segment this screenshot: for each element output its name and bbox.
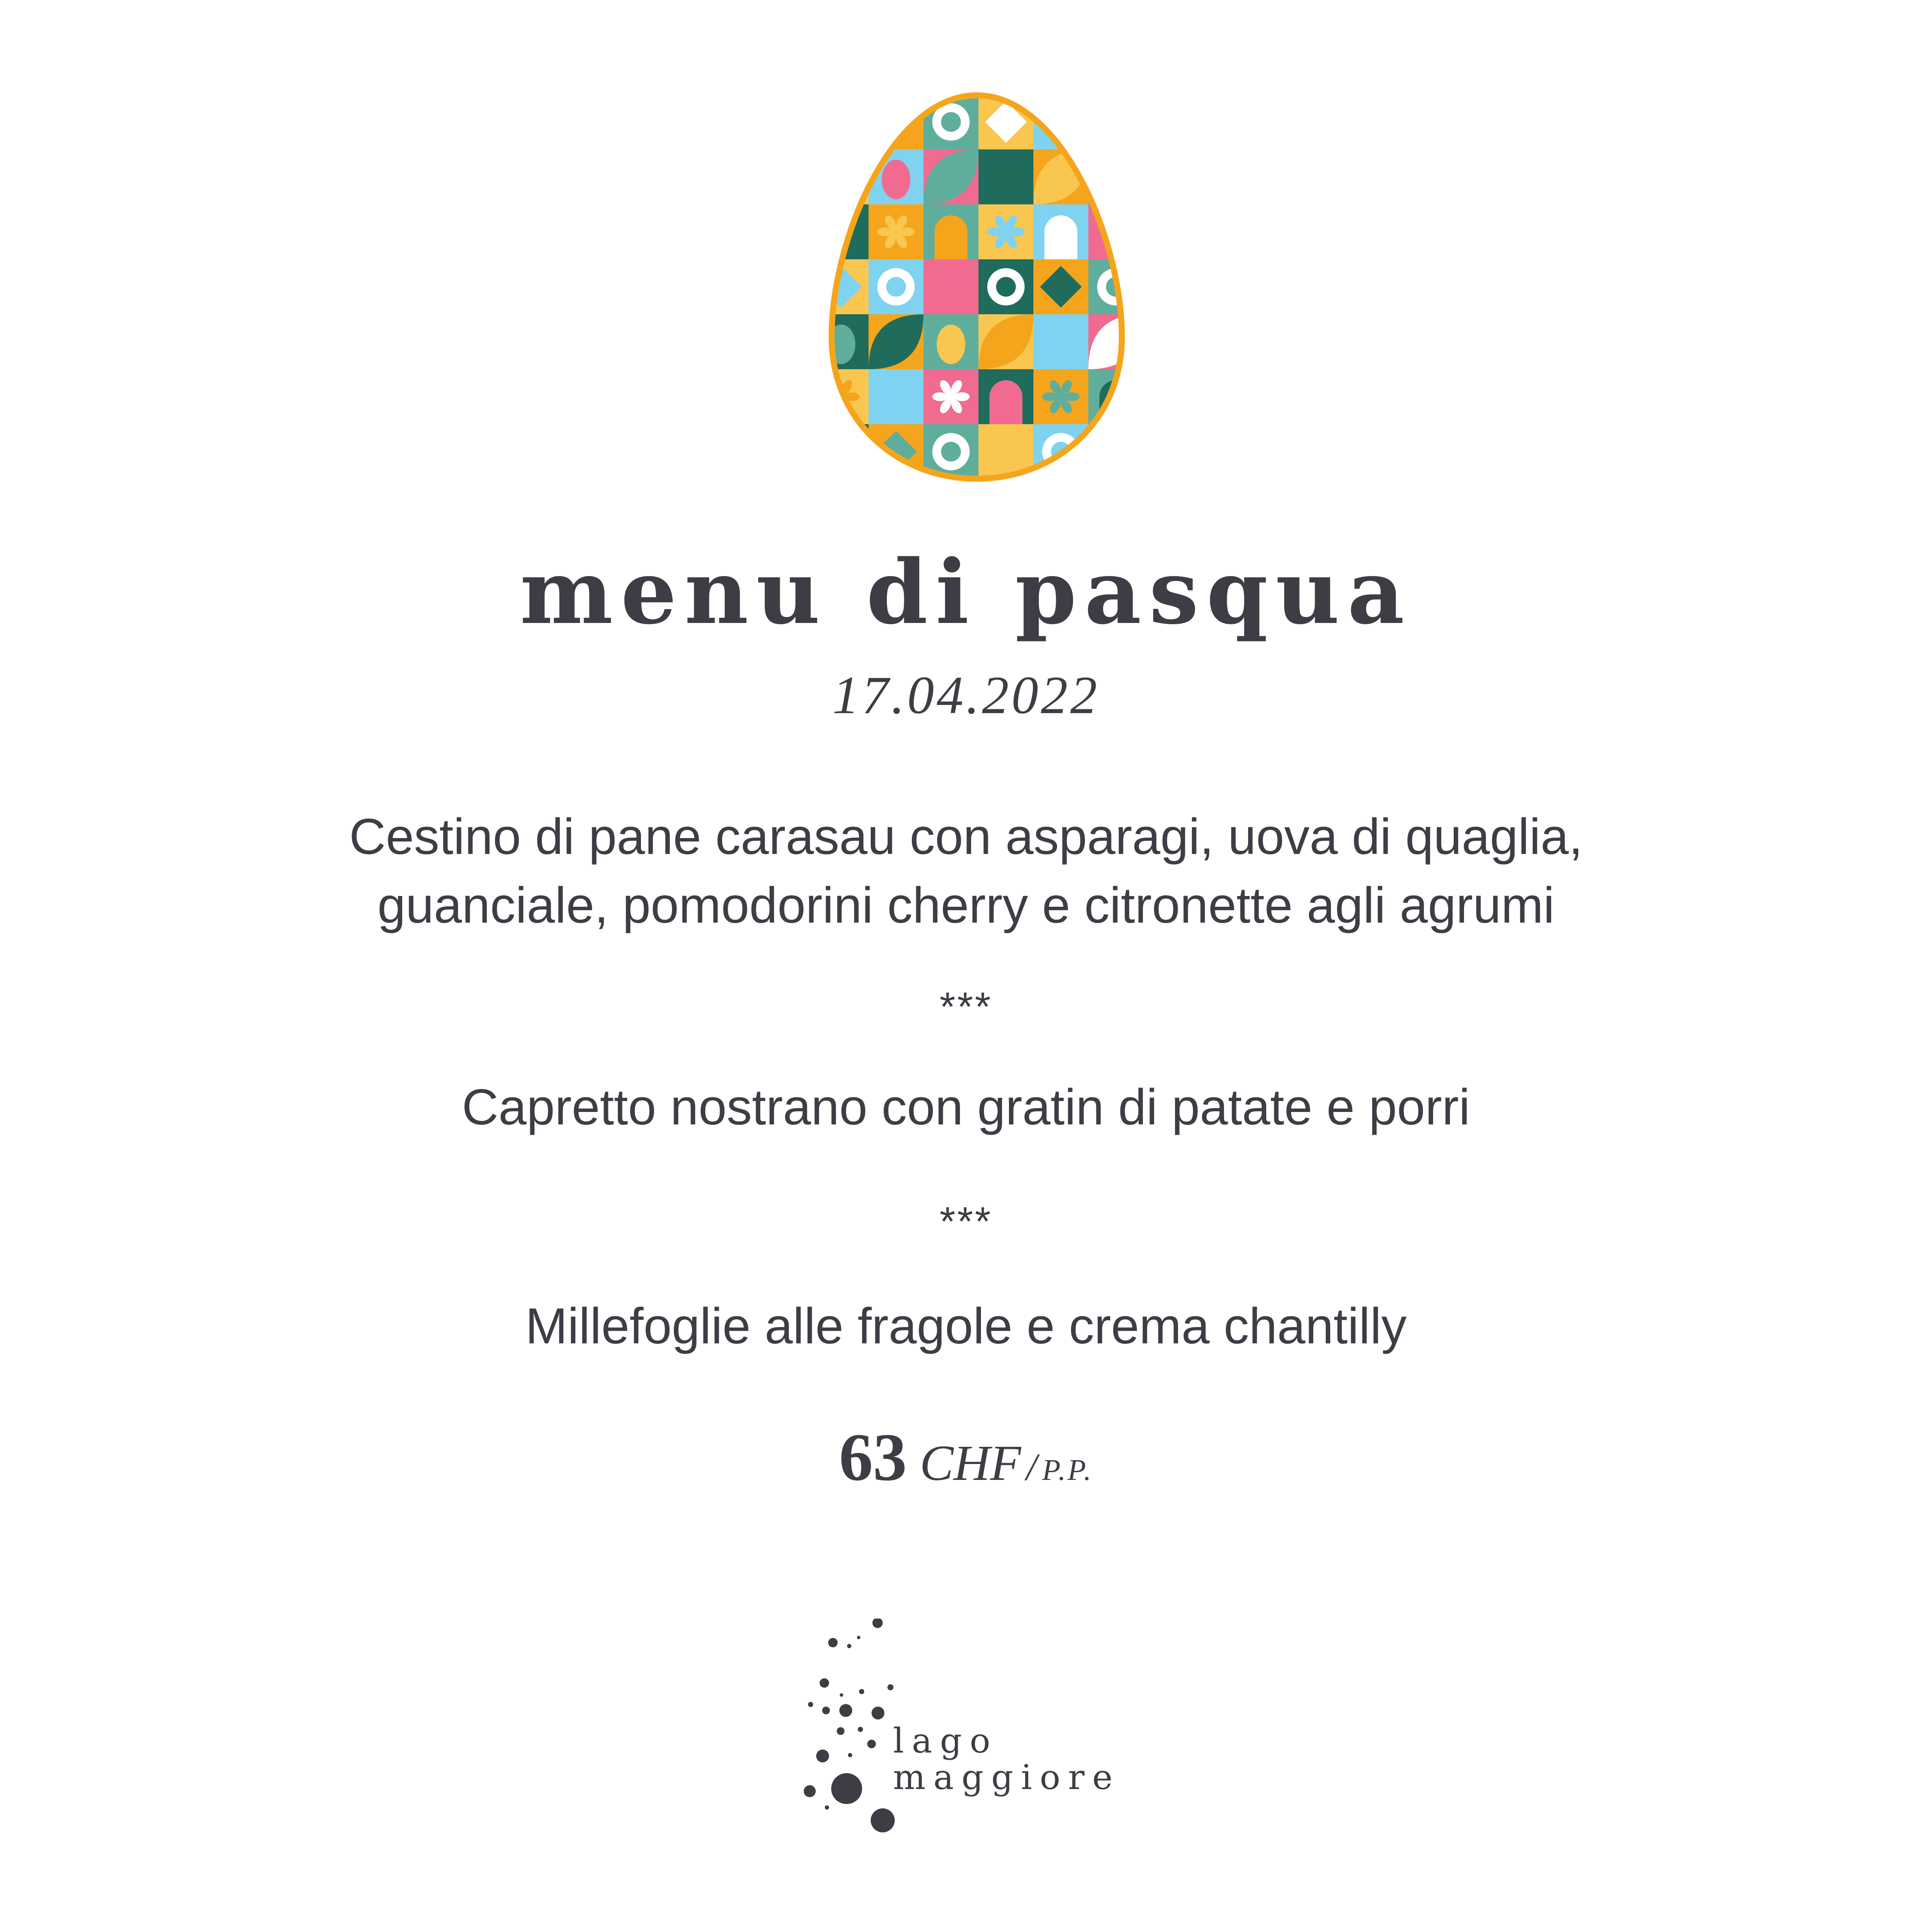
logo-text-maggiore: maggiore [893,1757,1121,1797]
course-separator: *** [939,1199,993,1244]
course-dessert: Millefoglie alle fragole e crema chantilly [525,1298,1407,1355]
price-currency: CHF [920,1435,1021,1491]
page-title: menu di pasqua [519,541,1413,644]
price-slash: / [1026,1446,1037,1488]
price-unit: P.P. [1042,1454,1093,1487]
course-main: Capretto nostrano con gratin di patate e porri [462,1079,1470,1136]
price [0,1421,1932,1515]
course-separator: *** [939,984,993,1030]
course-starter-line-2: guanciale, pomodorini cherry e citronette agli agrumi [377,877,1555,934]
course-starter-line-1: Cestino di pane carasau con asparagi, uova di quaglia, [349,808,1583,865]
event-date: 17.04.2022 [832,666,1100,725]
logo-text-lago: lago [893,1721,998,1761]
easter-egg-icon [826,90,1127,485]
price-amount: 63 [839,1420,907,1495]
